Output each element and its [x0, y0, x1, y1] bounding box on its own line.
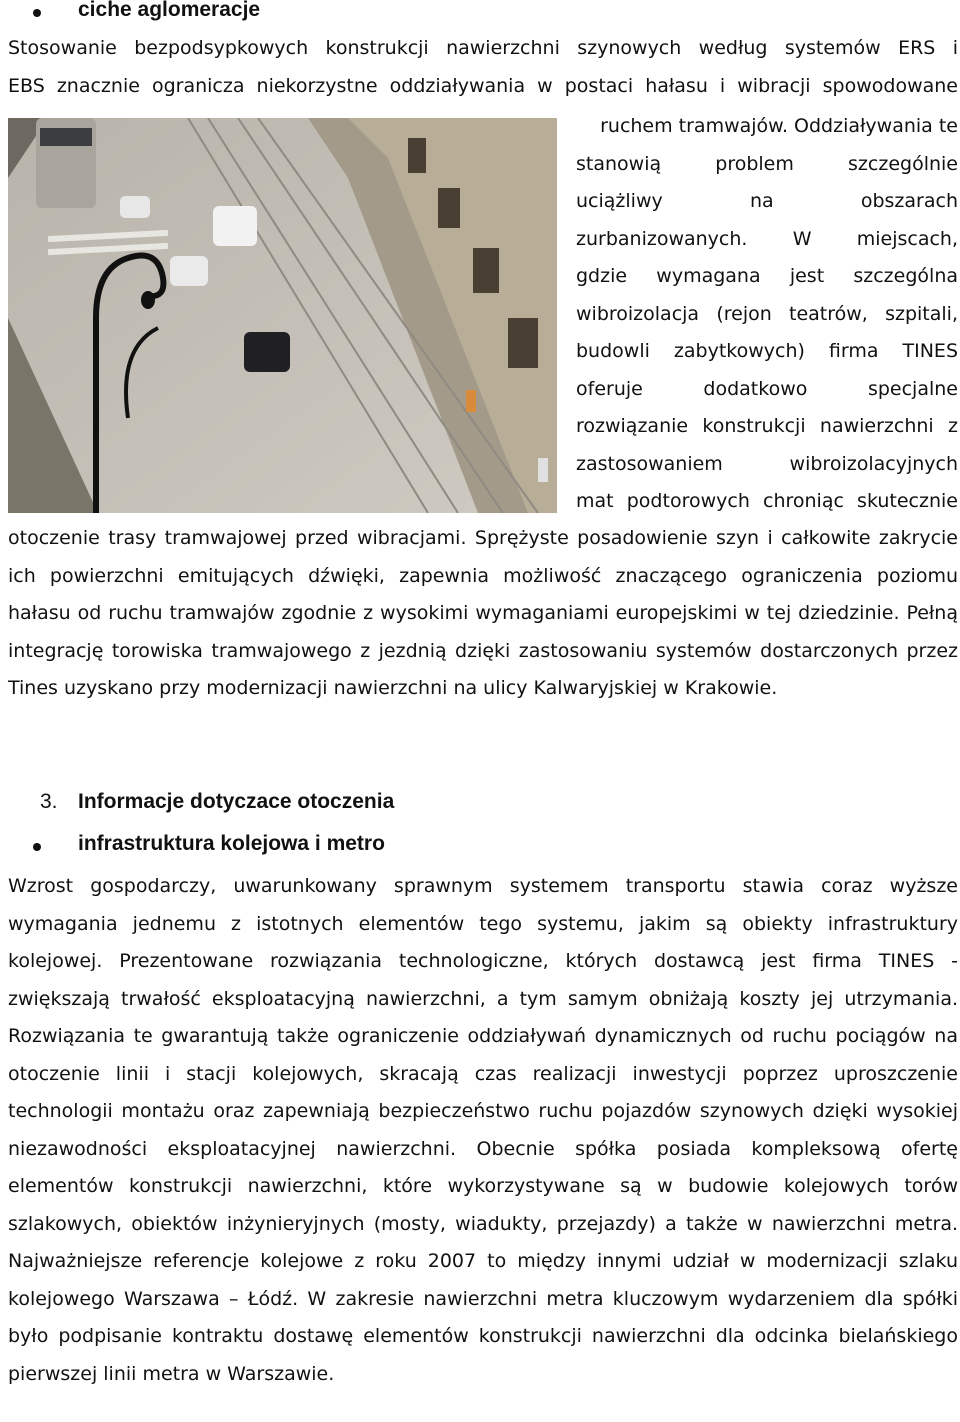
side-line: zastosowaniem wibroizolacyjnych — [576, 452, 958, 475]
side-line: rozwiązanie konstrukcji nawierzchni z — [576, 415, 958, 437]
heading-ciche-aglomeracje: ciche aglomeracje — [78, 0, 261, 21]
side-line: uciążliwy na obszarach — [576, 190, 958, 212]
side-line: wibroizolacja (rejon teatrów, szpitali, — [576, 302, 958, 325]
paragraph-intro-line-2 — [8, 68, 958, 106]
paragraph-intro-line-1 — [8, 30, 958, 68]
bullet-dot — [33, 9, 41, 17]
side-line: gdzie wymagana jest szczególna — [576, 265, 958, 287]
tram-street-photo — [8, 118, 557, 513]
bullet-dot — [33, 843, 41, 851]
side-line: stanowią problem szczególnie — [576, 152, 958, 175]
paragraph-tram-continuation: otoczenie trasy tramwajowej przed wibracjami. Sprężyste posadowienie szyn i całkowite zakrycie ich powierzchni emitujących dźwięki, zapewnia możliwość znaczącego ograniczenia poziomu hałasu od ruchu tramwajów zgodnie z wysokimi wymaganiami europejskimi w tej dziedzinie. Pełną integrację torowiska tramwajowego z jezdnią dzięki zastosowaniu systemów dostarczonych przez Tines uzyskano przy modernizacji nawierzchni na ulicy Kalwaryjskiej w Krakowie. — [8, 527, 958, 699]
heading-infrastruktura: infrastruktura kolejowa i metro — [78, 832, 385, 855]
intro-line-1: Stosowanie bezpodsypkowych konstrukcji nawierzchni szynowych według systemów ERS i — [8, 37, 958, 59]
side-line: ruchem tramwajów. Oddziaływania te — [600, 115, 958, 137]
side-line: zurbanizowanych. W miejscach, — [576, 227, 958, 250]
side-line: oferuje dodatkowo specjalne — [576, 377, 958, 400]
side-line: budowli zabytkowych) firma TINES — [576, 340, 958, 362]
section-title: Informacje dotyczace otoczenia — [78, 790, 395, 813]
paragraph-railway: Wzrost gospodarczy, uwarunkowany sprawnym systemem transportu stawia coraz wyższe wymagania jednemu z istotnych elementów tego systemu, jakim są obiekty infrastruktury kolejowej. Prezentowane rozwiązania technologiczne, których dostawcą jest firma TINES - zwiększają trwałość eksploatacyjną nawierzchni, a tym samym obniżają koszty jej utrzymania. Rozwiązania te gwarantują także ograniczenie oddziaływań dynamicznych od ruchu pociągów na otoczenie linii i stacji kolejowych, skracają czas realizacji inwestycji poprzez uproszczenie technologii montażu oraz zapewniają bezpieczeństwo ruchu pojazdów szynowych dzięki wysokiej niezawodności eksploatacyjnej nawierzchni. Obecnie spółka posiada kompleksową ofertę elementów konstrukcji nawierzchni, które wykorzystywane są w budowie kolejowych torów szlakowych, obiektów inżynieryjnych (mosty, wiadukty, przejazdy) a także w nawierzchni metra. Najważniejsze referencje kolejowe z roku 2007 to między innymi udział w modernizacji szlaku kolejowego Warszawa – Łódź. W zakresie nawierzchni metra kluczowym wydarzeniem dla spółki było podpisanie kontraktu dostawę elementów konstrukcji nawierzchni dla odcinka bielańskiego pierwszej linii metra w Warszawie. — [8, 875, 958, 1385]
intro-line-2: EBS znacznie ogranicza niekorzystne oddziaływania w postaci hałasu i wibracji spowodowane — [8, 75, 958, 97]
section-number: 3. — [40, 790, 58, 813]
side-line: mat podtorowych chroniąc skutecznie — [576, 490, 958, 512]
